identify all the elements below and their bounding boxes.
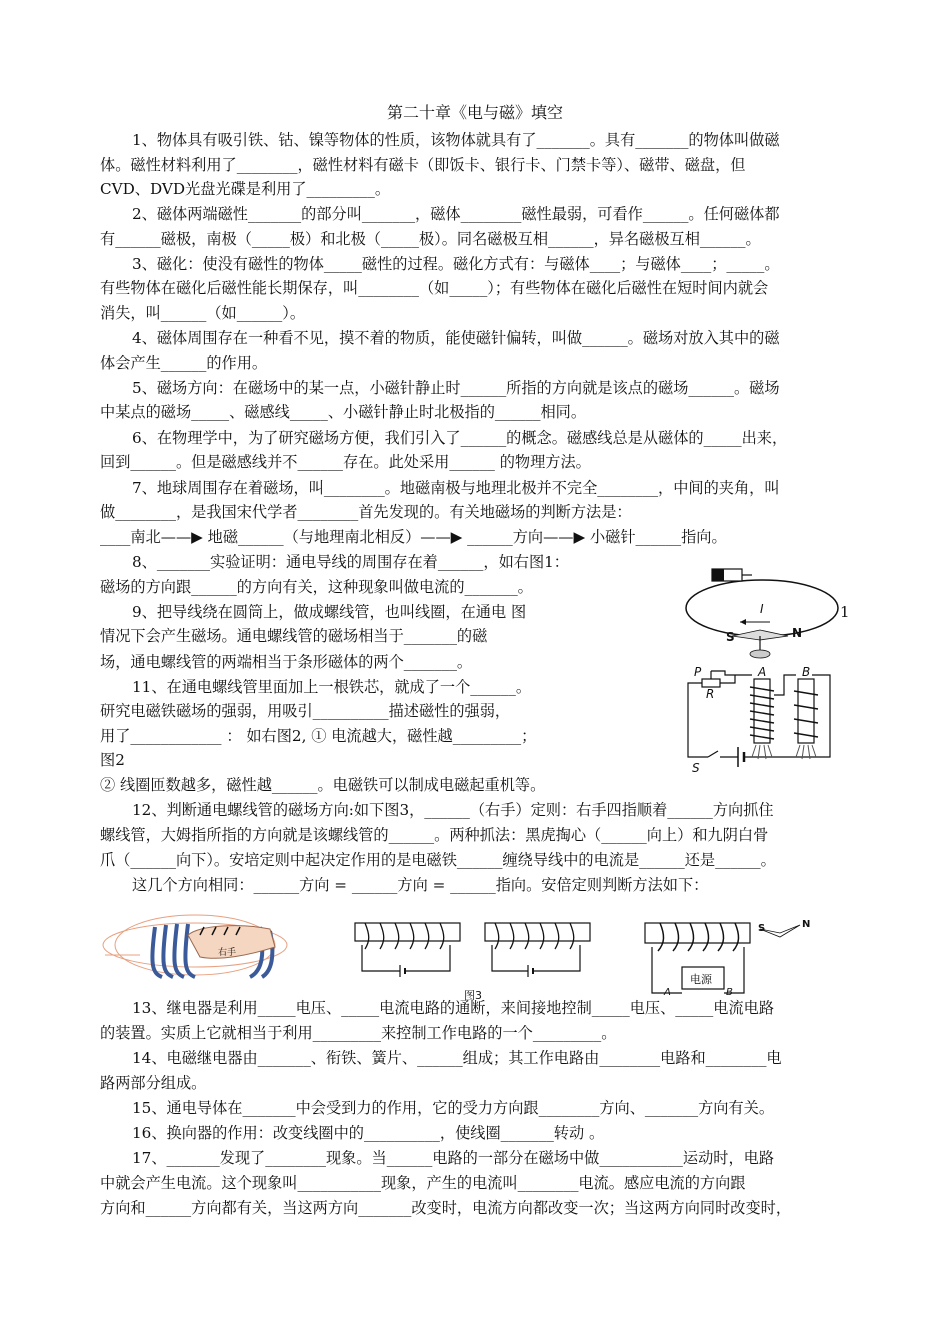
text-line: 这几个方向相同：______方向 = ______方向 = ______指向。安倍定则判断方法如下： (132, 876, 709, 894)
fig1-south-label: S (726, 630, 735, 644)
text-line: 场，通电螺线管的两端相当于条形磁体的两个_______。 (100, 653, 473, 671)
figure-1-diagram (680, 560, 850, 660)
text-line: 12、判断通电螺线管的磁场方向:如下图3，______（右手）定则：右手四指顺着______方向抓住 (132, 801, 774, 819)
fig3-caption: 图3 (464, 989, 482, 1002)
text-line: 图2 (100, 751, 125, 769)
text-line: 的装置。实质上它就相当于利用_________来控制工作电路的一个_________。 (100, 1024, 617, 1042)
text-line: 情况下会产生磁场。通电螺线管的磁场相当于_______的磁 (100, 627, 488, 645)
text-line: 1、物体具有吸引铁、钴、镍等物体的性质，该物体就具有了_______。具有_______的物体叫做磁 (132, 131, 780, 149)
fig2-b-label: B (802, 665, 811, 679)
text-line: 爪（______向下）。安培定则中起决定作用的是电磁铁______缠绕导线中的电流是______还是______。 (100, 851, 776, 869)
fig2-s-label: S (692, 761, 700, 775)
text-line: 体。磁性材料利用了________，磁性材料有磁卡（即饭卡、银行卡、门禁卡等）、磁带、磁盘，但 (100, 156, 746, 174)
text-line: 14、电磁继电器由_______、衔铁、簧片、______组成；其工作电路由________电路和________电 (132, 1049, 782, 1067)
text-line: 11、在通电螺线管里面加上一根铁芯，就成了一个______。 (132, 678, 532, 696)
text-line: 6、在物理学中，为了研究磁场方便，我们引入了______的概念。磁感线总是从磁体的_____出来， (132, 429, 788, 447)
text-line: 3、磁化：使没有磁性的物体_____磁性的过程。磁化方式有：与磁体____；与磁体____；_____。 (132, 255, 780, 273)
figure-3-diagram (100, 905, 840, 1000)
text-line: 有______磁极，南极（_____极）和北极（_____极）。同名磁极互相______，异名磁极互相______。 (100, 230, 761, 248)
text-line: 9、把导线绕在圆筒上，做成螺线管，也叫线圈，在通电 图 (132, 603, 527, 621)
figure-3-right-hand-rule (100, 905, 840, 1000)
text-line: ____南北——▶ 地磁______（与地理南北相反）——▶ ______方向——▶ 小磁针______指向。 (100, 528, 727, 546)
text-line: 体会产生______的作用。 (100, 354, 268, 372)
fig3-hand-label: 右手 (218, 948, 237, 958)
text-line: 13、继电器是利用_____电压、_____电流电路的通断，来间接地控制_____电压、_____电流电路 (132, 999, 775, 1017)
text-line: 磁场的方向跟______的方向有关，这种现象叫做电流的_______。 (100, 578, 533, 596)
fig3-n-label: N (802, 919, 811, 930)
text-line: 做________，是我国宋代学者________首先发现的。有关地磁场的判断方法是： (100, 503, 632, 521)
text-line: 15、通电导体在_______中会受到力的作用，它的受力方向跟________方向、_______方向有关。 (132, 1099, 775, 1117)
fig3-a-label: A (664, 987, 671, 998)
text-line: 螺线管，大姆指所指的方向就是该螺线管的______。两种抓法：黑虎掏心（______向上）和九阴白骨 (100, 826, 769, 844)
fig3-b-label: B (726, 987, 733, 998)
text-line: 4、磁体周围存在一种看不见，摸不着的物质，能使磁针偏转，叫做______。磁场对放入其中的磁 (132, 329, 780, 347)
text-line: 中就会产生电流。这个现象叫___________现象，产生的电流叫________电流。感应电流的方向跟 (100, 1174, 746, 1192)
text-line: 8、_______实验证明：通电导线的周围存在着______，如右图1： (132, 553, 569, 571)
fig1-number-label: 1 (840, 603, 850, 621)
text-line: 有些物体在磁化后磁性能长期保存，叫________（如_____）；有些物体在磁化后磁性在短时间内就会 (100, 279, 769, 297)
text-line: 7、地球周围存在着磁场，叫________。地磁南极与地理北极并不完全________，中间的夹角，叫 (132, 479, 780, 497)
text-line: 5、磁场方向：在磁场中的某一点，小磁针静止时______所指的方向就是该点的磁场______。磁场 (132, 379, 780, 397)
fig1-current-label: I (760, 602, 764, 616)
text-line: 消失，叫______（如______）。 (100, 304, 306, 322)
text-line: 研究电磁铁磁场的强弱，用吸引__________描述磁性的强弱， (100, 702, 511, 720)
fig2-a-label: A (758, 665, 767, 679)
text-line: 中某点的磁场_____、磁感线_____、小磁针静止时北极指的______相同。 (100, 403, 586, 421)
text-line: ② 线圈匝数越多，磁性越______。电磁铁可以制成电磁起重机等。 (100, 776, 546, 794)
figure-2-electromagnet (680, 665, 850, 775)
fig1-north-label: N (792, 626, 803, 640)
fig2-r-label: R (706, 687, 715, 701)
text-line: 16、换向器的作用：改变线圈中的__________，使线圈_______转动 。 (132, 1124, 605, 1142)
text-line: 方向和______方向都有关，当这两方向_______改变时，电流方向都改变一次；当这两方向同时改变时， (100, 1199, 792, 1217)
text-line: 回到______。但是磁感线并不______存在。此处采用______ 的物理方法。 (100, 453, 591, 471)
figure-1-oersted (680, 560, 850, 660)
text-line: 用了____________ ： 如右图2, ① 电流越大，磁性越_________； (100, 727, 537, 745)
text-line: 路两部分组成。 (100, 1074, 207, 1092)
text-line: CVD、DVD光盘光碟是利用了_________。 (100, 180, 391, 198)
text-line: 2、磁体两端磁性_______的部分叫_______，磁体________磁性最弱，可看作______。任何磁体都 (132, 205, 780, 223)
fig3-power-label: 电源 (690, 973, 712, 986)
page-title: 第二十章《电与磁》填空 (386, 103, 563, 122)
fig3-s-label: S (758, 923, 766, 934)
fig2-p-label: P (694, 665, 702, 679)
figure-2-diagram (680, 665, 850, 775)
text-line: 17、_______发现了________现象。当______电路的一部分在磁场中做___________运动时，电路 (132, 1149, 775, 1167)
